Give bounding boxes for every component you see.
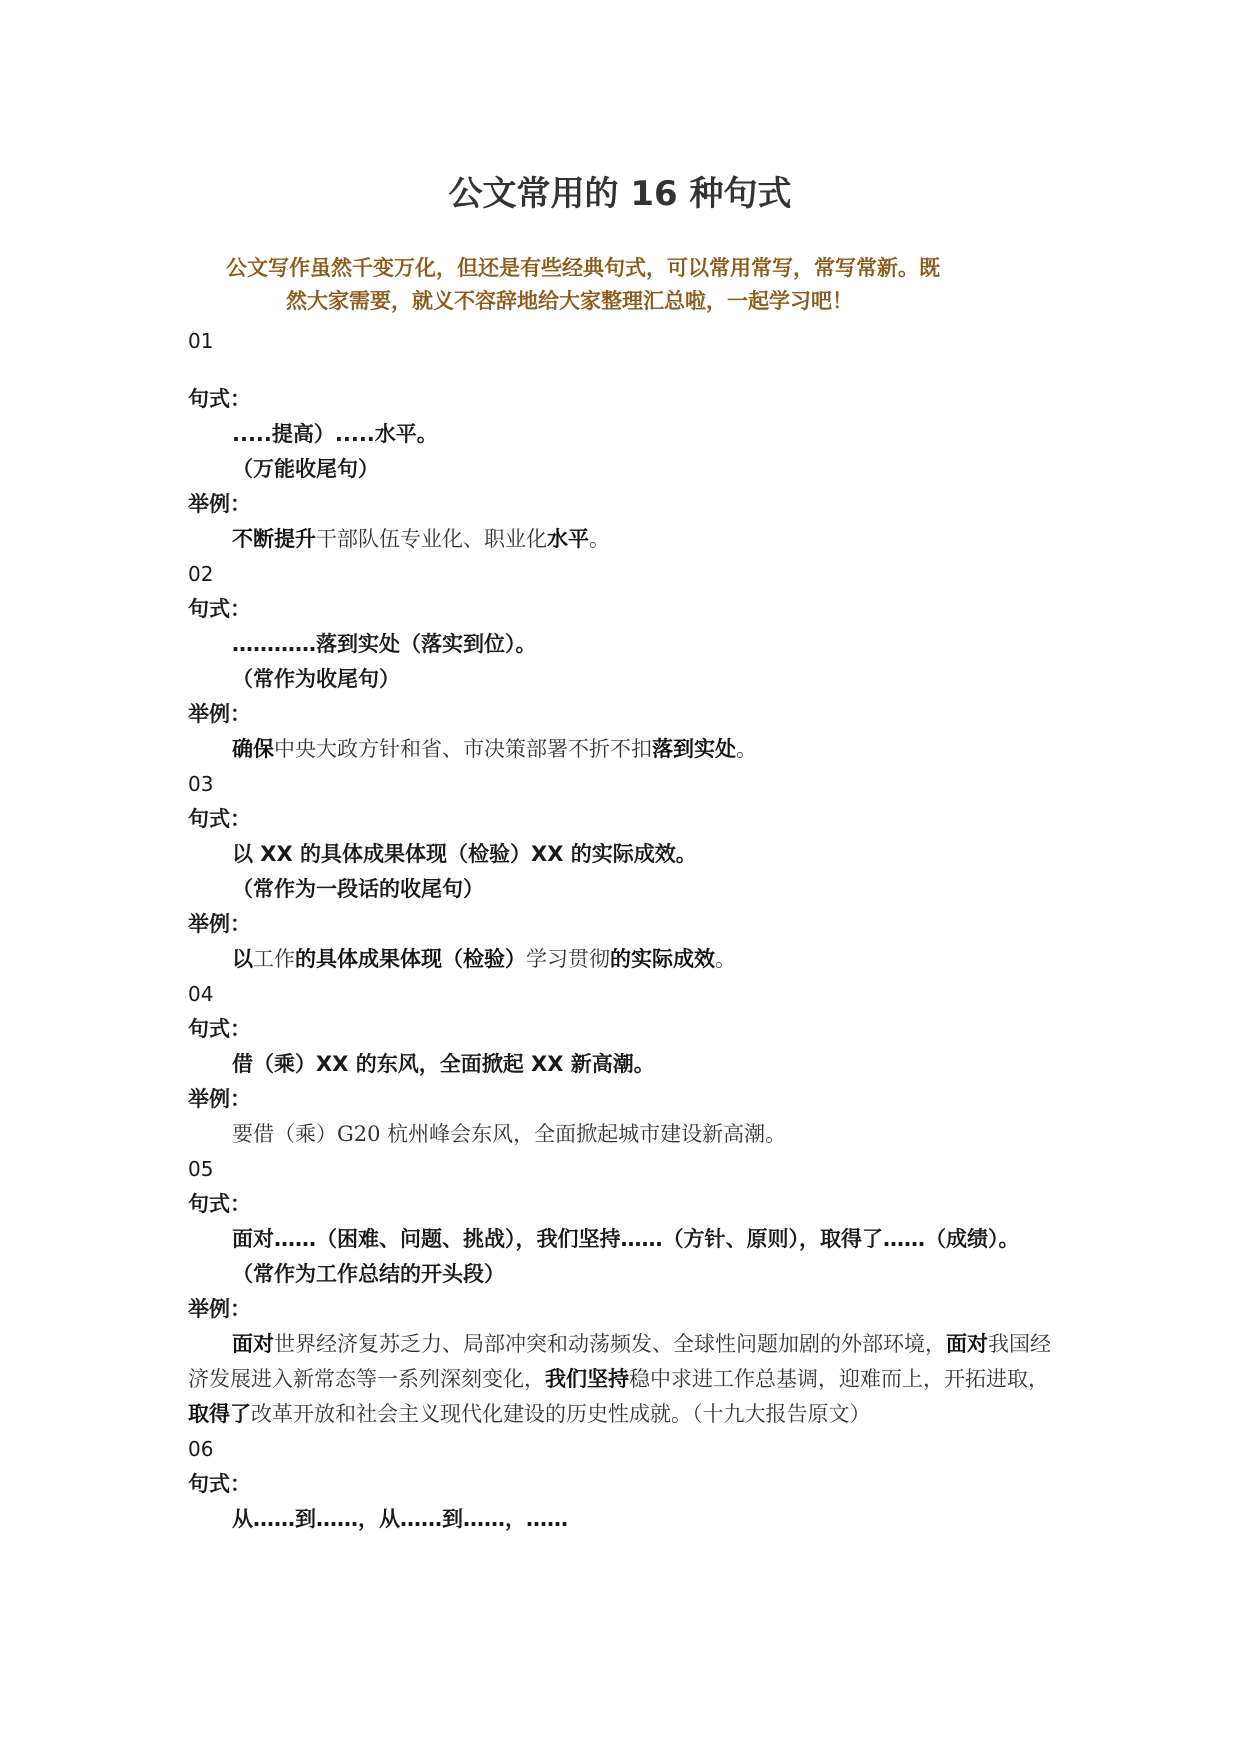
pattern-label: 句式： bbox=[188, 807, 251, 831]
pattern-text: …………落到实处（落实到位）。 bbox=[232, 632, 537, 656]
pattern-note: （常作为工作总结的开头段） bbox=[232, 1262, 505, 1286]
example-bold: 面对 bbox=[946, 1332, 988, 1356]
example-text bbox=[188, 1117, 1068, 1152]
section-number: 02 bbox=[188, 562, 214, 586]
pattern-text: 借（乘）XX 的东风，全面掀起 XX 新高潮。 bbox=[232, 1052, 655, 1076]
example-plain: 改革开放和社会主义现代化建设的历史性成就。（十九大报告原文） bbox=[251, 1402, 871, 1426]
pattern-note: （万能收尾句） bbox=[232, 457, 379, 481]
example-bold: 我们坚持 bbox=[545, 1367, 629, 1391]
example-text bbox=[188, 732, 1068, 767]
example-plain: 干部队伍专业化、职业化 bbox=[316, 527, 547, 551]
example-plain: 要借（乘）G20 杭州峰会东风，全面掀起城市建设新高潮。 bbox=[232, 1122, 787, 1146]
pattern-note: （常作为一段话的收尾句） bbox=[232, 877, 484, 901]
section-number: 05 bbox=[188, 1157, 214, 1181]
pattern-note: （常作为收尾句） bbox=[232, 667, 400, 691]
pattern-label: 句式： bbox=[188, 1192, 251, 1216]
example-text bbox=[188, 1327, 1068, 1432]
example-label: 举例： bbox=[188, 912, 251, 936]
intro-line-1: 公文写作虽然千变万化，但还是有些经典句式，可以常用常写，常写常新。既 bbox=[226, 256, 940, 280]
example-label: 举例： bbox=[188, 1297, 251, 1321]
example-plain: 世界经济复苏乏力、局部冲突和动荡频发、全球性问题加剧的外部环境， bbox=[274, 1332, 946, 1356]
pattern-text: 从……到……，从……到……，…… bbox=[232, 1507, 568, 1531]
intro-line-2: 然大家需要，就义不容辞地给大家整理汇总啦，一起学习吧！ bbox=[286, 289, 853, 313]
pattern-label: 句式： bbox=[188, 597, 251, 621]
intro-paragraph bbox=[226, 252, 1056, 318]
example-bold: 的具体成果体现（检验） bbox=[295, 947, 526, 971]
example-plain: 学习贯彻 bbox=[526, 947, 610, 971]
section-number: 01 bbox=[188, 329, 214, 353]
pattern-label: 句式： bbox=[188, 1017, 251, 1041]
example-bold: 落到实处 bbox=[652, 737, 736, 761]
example-text bbox=[188, 942, 1068, 977]
pattern-label: 句式： bbox=[188, 1472, 251, 1496]
document-body bbox=[188, 324, 1068, 1537]
example-bold: 的实际成效 bbox=[610, 947, 715, 971]
section-number: 03 bbox=[188, 772, 214, 796]
example-plain: 稳中求进工作总基调，迎难而上，开拓进取， bbox=[629, 1367, 1049, 1391]
section-number: 06 bbox=[188, 1437, 214, 1461]
example-plain: 。 bbox=[589, 527, 610, 551]
pattern-text: 以 XX 的具体成果体现（检验）XX 的实际成效。 bbox=[232, 842, 697, 866]
example-bold: 不断提升 bbox=[232, 527, 316, 551]
example-text bbox=[188, 522, 1068, 557]
example-bold: 面对 bbox=[232, 1332, 274, 1356]
example-plain: 我国经济发展进入新常态等一系列深刻变化， bbox=[188, 1332, 1051, 1391]
pattern-label: 句式： bbox=[188, 387, 251, 411]
example-plain: 。 bbox=[736, 737, 757, 761]
example-bold: 确保 bbox=[232, 737, 274, 761]
example-bold: 取得了 bbox=[188, 1402, 251, 1426]
example-label: 举例： bbox=[188, 702, 251, 726]
example-label: 举例： bbox=[188, 1087, 251, 1111]
pattern-text: .....提高）.....水平。 bbox=[232, 422, 438, 446]
pattern-text: 面对……（困难、问题、挑战），我们坚持……（方针、原则），取得了……（成绩）。 bbox=[232, 1227, 1020, 1251]
example-label: 举例： bbox=[188, 492, 251, 516]
example-bold: 以 bbox=[232, 947, 253, 971]
example-plain: 工作 bbox=[253, 947, 295, 971]
example-plain: 。 bbox=[715, 947, 736, 971]
page-title: 公文常用的 16 种句式 bbox=[448, 174, 792, 214]
example-plain: 中央大政方针和省、市决策部署不折不扣 bbox=[274, 737, 652, 761]
example-bold: 水平 bbox=[547, 527, 589, 551]
section-number: 04 bbox=[188, 982, 214, 1006]
